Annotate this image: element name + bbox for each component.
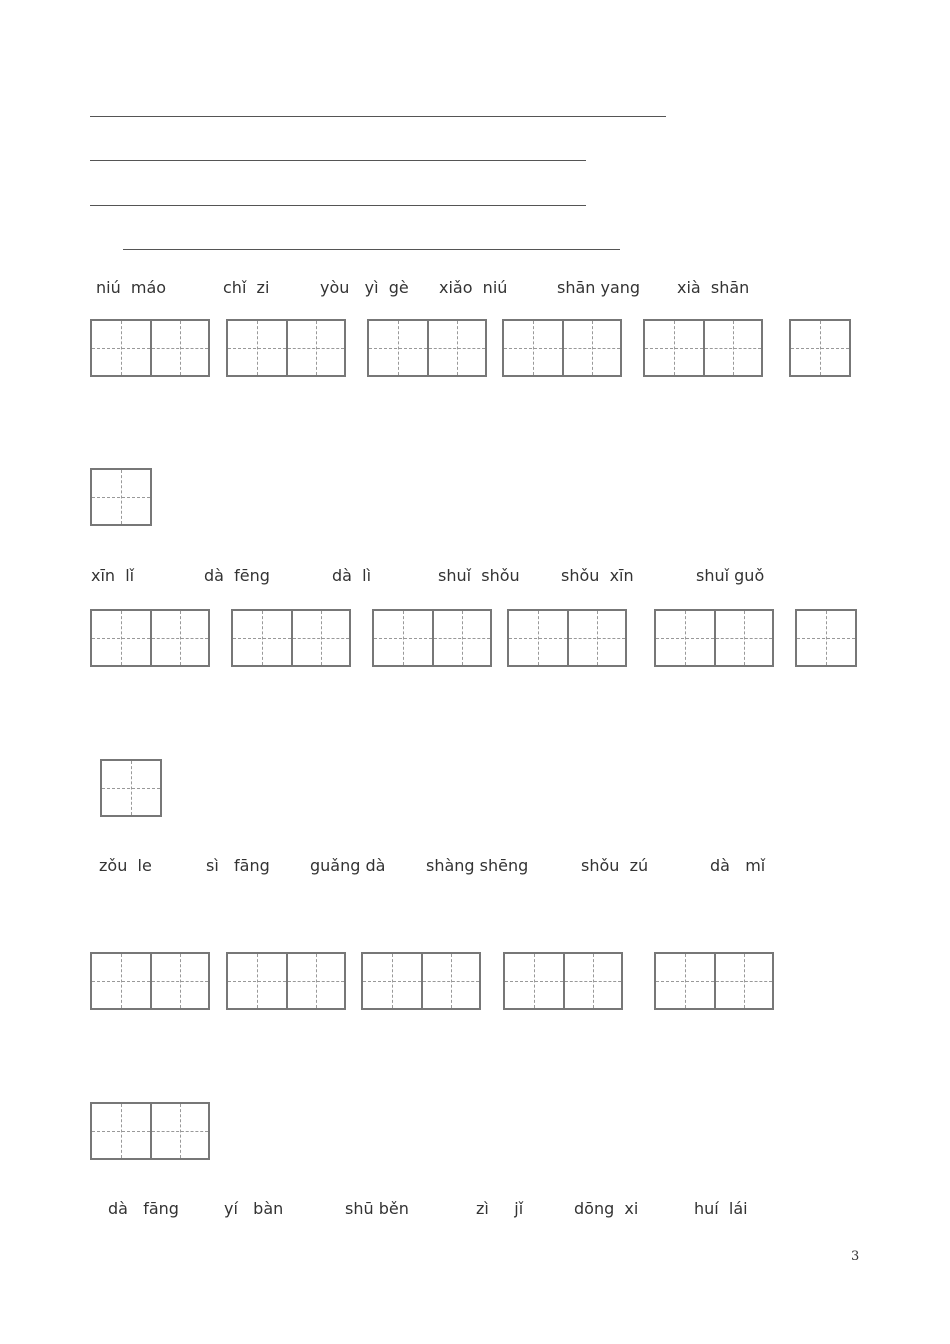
writing-cell[interactable] — [504, 321, 562, 375]
writing-cell[interactable] — [92, 470, 150, 524]
pinyin-label: zǒu le — [99, 856, 152, 875]
pinyin-label: shān yang — [557, 278, 641, 297]
writing-cell[interactable] — [92, 611, 150, 665]
writing-cell[interactable] — [656, 954, 714, 1008]
writing-box[interactable] — [372, 609, 492, 667]
writing-box[interactable] — [226, 952, 346, 1010]
pinyin-label: huí lái — [694, 1199, 748, 1218]
pinyin-label: dà fāng — [108, 1199, 179, 1218]
writing-box[interactable] — [231, 609, 351, 667]
pinyin-label: shǒu zú — [581, 856, 649, 875]
answer-line — [90, 205, 586, 206]
pinyin-label: guǎng dà — [310, 856, 386, 875]
writing-cell[interactable] — [92, 321, 150, 375]
writing-box[interactable] — [90, 952, 210, 1010]
pinyin-label: yòu yì gè — [320, 278, 409, 297]
pinyin-label: zì jǐ — [476, 1199, 524, 1218]
pinyin-label: yí bàn — [224, 1199, 284, 1218]
writing-cell[interactable] — [714, 611, 772, 665]
writing-cell[interactable] — [150, 1104, 208, 1158]
writing-cell[interactable] — [703, 321, 761, 375]
writing-cell[interactable] — [92, 954, 150, 1008]
writing-cell[interactable] — [150, 611, 208, 665]
writing-box[interactable] — [654, 952, 774, 1010]
pinyin-label: shǒu xīn — [561, 566, 634, 585]
writing-cell[interactable] — [432, 611, 490, 665]
writing-box[interactable] — [226, 319, 346, 377]
writing-box[interactable] — [90, 319, 210, 377]
writing-cell[interactable] — [150, 321, 208, 375]
writing-cell[interactable] — [291, 611, 349, 665]
writing-cell[interactable] — [150, 954, 208, 1008]
writing-box[interactable] — [507, 609, 627, 667]
writing-box[interactable] — [789, 319, 851, 377]
writing-box[interactable] — [367, 319, 487, 377]
pinyin-label: shuǐ guǒ — [696, 566, 765, 585]
writing-cell[interactable] — [369, 321, 427, 375]
pinyin-label: niú máo — [96, 278, 167, 297]
answer-line — [90, 116, 666, 117]
writing-cell[interactable] — [233, 611, 291, 665]
writing-box[interactable] — [654, 609, 774, 667]
writing-cell[interactable] — [228, 954, 286, 1008]
pinyin-label: chǐ zi — [223, 278, 270, 297]
pinyin-label: xiǎo niú — [439, 278, 508, 297]
writing-cell[interactable] — [714, 954, 772, 1008]
writing-box[interactable] — [90, 468, 152, 526]
writing-cell[interactable] — [102, 761, 160, 815]
writing-cell[interactable] — [562, 321, 620, 375]
writing-cell[interactable] — [563, 954, 621, 1008]
pinyin-label: dà fēng — [204, 566, 270, 585]
writing-cell[interactable] — [505, 954, 563, 1008]
writing-cell[interactable] — [427, 321, 485, 375]
writing-cell[interactable] — [567, 611, 625, 665]
pinyin-label: shuǐ shǒu — [438, 566, 520, 585]
writing-box[interactable] — [90, 609, 210, 667]
writing-cell[interactable] — [791, 321, 849, 375]
writing-box[interactable] — [100, 759, 162, 817]
writing-box[interactable] — [90, 1102, 210, 1160]
pinyin-label: sì fāng — [206, 856, 270, 875]
writing-cell[interactable] — [656, 611, 714, 665]
pinyin-label: dà lì — [332, 566, 372, 585]
page-number: 3 — [851, 1249, 860, 1264]
writing-box[interactable] — [795, 609, 857, 667]
pinyin-label: shū běn — [345, 1199, 409, 1218]
pinyin-label: shàng shēng — [426, 856, 529, 875]
writing-cell[interactable] — [797, 611, 855, 665]
pinyin-label: xīn lǐ — [91, 566, 135, 585]
answer-line — [90, 160, 586, 161]
pinyin-label: dà mǐ — [710, 856, 766, 875]
writing-cell[interactable] — [509, 611, 567, 665]
writing-box[interactable] — [502, 319, 622, 377]
writing-cell[interactable] — [286, 954, 344, 1008]
pinyin-label: xià shān — [677, 278, 750, 297]
writing-cell[interactable] — [374, 611, 432, 665]
writing-box[interactable] — [643, 319, 763, 377]
answer-line — [123, 249, 620, 250]
writing-cell[interactable] — [286, 321, 344, 375]
writing-cell[interactable] — [228, 321, 286, 375]
writing-cell[interactable] — [92, 1104, 150, 1158]
writing-box[interactable] — [361, 952, 481, 1010]
writing-cell[interactable] — [363, 954, 421, 1008]
writing-cell[interactable] — [645, 321, 703, 375]
writing-box[interactable] — [503, 952, 623, 1010]
pinyin-label: dōng xi — [574, 1199, 639, 1218]
writing-cell[interactable] — [421, 954, 479, 1008]
